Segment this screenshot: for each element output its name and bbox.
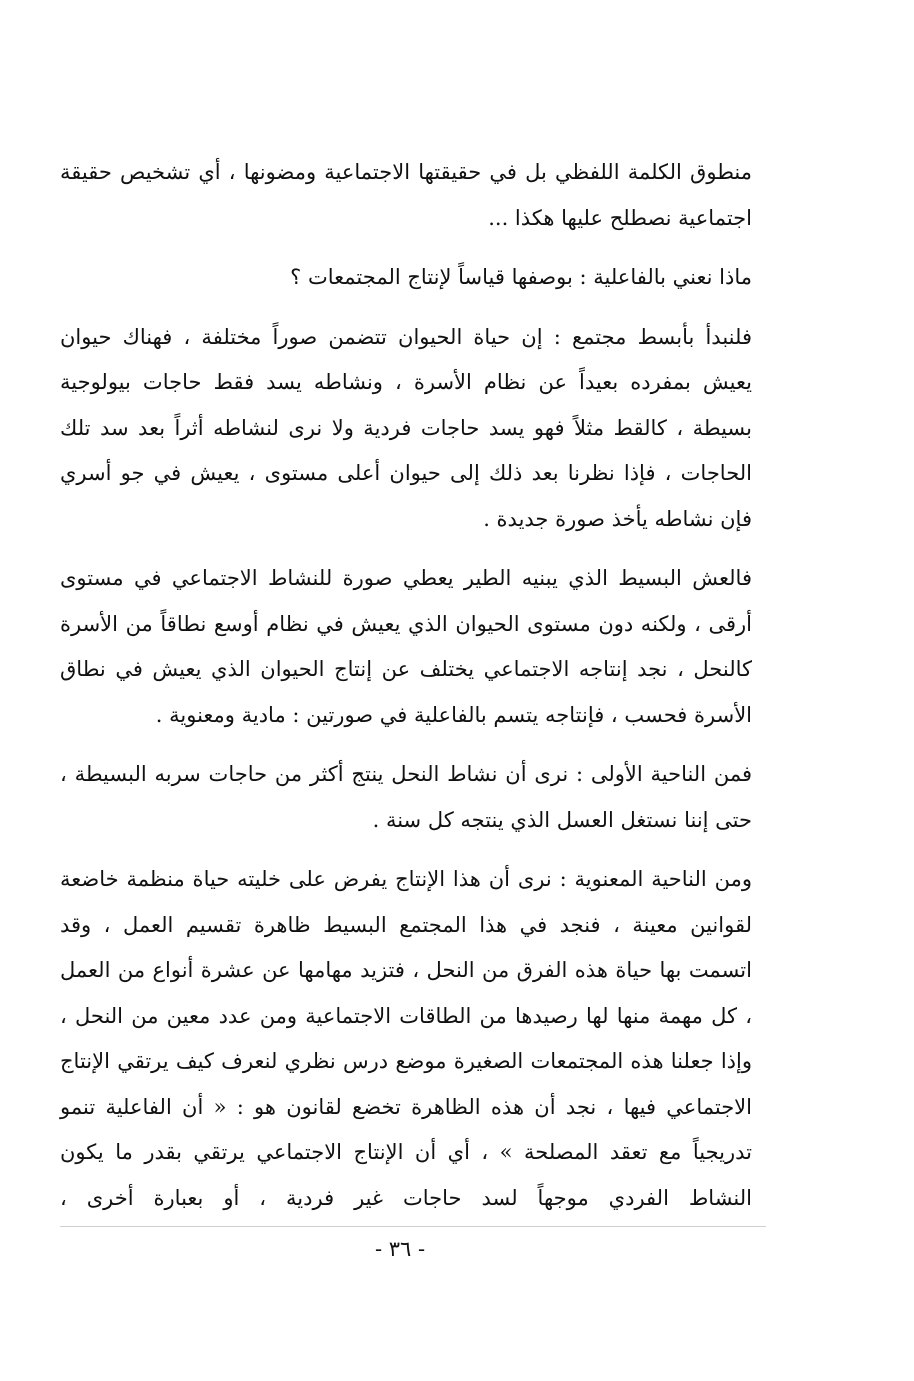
page-body	[60, 150, 752, 1235]
paragraph-1: منطوق الكلمة اللفظي بل في حقيقتها الاجتماعية ومضونها ، أي تشخيص حقيقة اجتماعية نصطلح عليها هكذا ...	[60, 160, 752, 230]
paragraph-4: فالعش البسيط الذي يبنيه الطير يعطي صورة للنشاط الاجتماعي في مستوى أرقى ، ولكنه دون مستوى الحيوان الذي يعيش في نظام أوسع نطاقاً من الأسرة كالنحل ، نجد إنتاجه الاجتماعي يختلف عن إنتاج الحيوان الذي يعيش في نطاق الأسرة فحسب ، فإنتاجه يتسم بالفاعلية في صورتين : مادية ومعنوية .	[60, 566, 752, 727]
paragraph-2: ماذا نعني بالفاعلية : بوصفها قياساً لإنتاج المجتمعات ؟	[290, 265, 752, 289]
footer-divider	[60, 1226, 766, 1227]
paragraph-5: فمن الناحية الأولى : نرى أن نشاط النحل ينتج أكثر من حاجات سربه البسيطة ، حتى إننا نستغل العسل الذي ينتجه كل سنة .	[60, 762, 752, 832]
paragraph-6: ومن الناحية المعنوية : نرى أن هذا الإنتاج يفرض على خليته حياة منظمة خاضعة لقوانين معينة ، فنجد في هذا المجتمع البسيط ظاهرة تقسيم العمل ، وقد اتسمت بها حياة هذه الفرق من النحل ، فتزيد مهامها عن عشرة أنواع من العمل ، كل مهمة منها لها رصيدها من الطاقات الاجتماعية ومن عدد معين من النحل ، وإذا جعلنا هذه المجتمعات الصغيرة موضع درس نظري لنعرف كيف يرتقي الإنتاج الاجتماعي فيها ، نجد أن هذه الظاهرة تخضع لقانون هو : « أن الفاعلية تنمو تدريجياً مع تعقد المصلحة » ، أي أن الإنتاج الاجتماعي يرتقي بقدر ما يكون النشاط الفردي موجهاً لسد حاجات غير فردية ، أو بعبارة أخرى ،	[60, 867, 752, 1210]
paragraph-3: فلنبدأ بأبسط مجتمع : إن حياة الحيوان تتضمن صوراً مختلفة ، فهناك حيوان يعيش بمفرده بعيداً عن نظام الأسرة ، ونشاطه يسد فقط حاجات بيولوجية بسيطة ، كالقط مثلاً فهو يسد حاجات فردية ولا نرى لنشاطه أثراً بعد سد تلك الحاجات ، فإذا نظرنا بعد ذلك إلى حيوان أعلى مستوى ، يعيش في جو أسري فإن نشاطه يأخذ صورة جديدة .	[60, 324, 752, 531]
page-number: - ٣٦ -	[374, 1237, 426, 1261]
